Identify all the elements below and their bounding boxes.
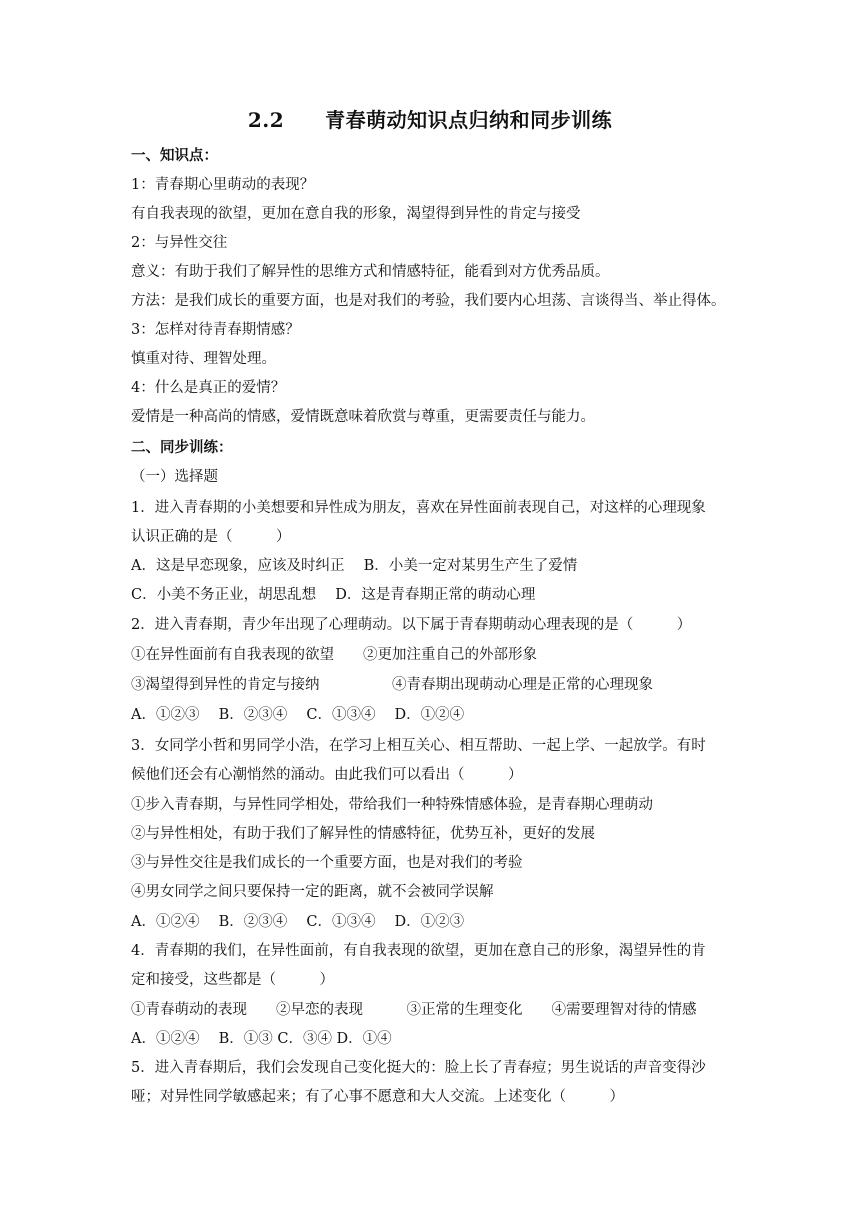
exercise-5-stem: 5．进入青春期后，我们会发现自己变化挺大的：脸上长了青春痘；男生说话的声音变得沙 (131, 1060, 706, 1076)
question-1: 1：青春期心里萌动的表现？ (131, 177, 315, 193)
exercise-4-stem: 4．青春期的我们，在异性面前，有自我表现的欲望，更加在意自己的形象，渴望异性的肯 (131, 943, 706, 959)
question-3: 3：怎样对待青春期情感？ (131, 322, 300, 338)
section-heading-knowledge: 一、知识点： (131, 147, 218, 164)
exercise-2-stem: 2．进入青春期，青少年出现了心理萌动。以下属于青春期萌动心理表现的是（ ） (131, 617, 692, 633)
answer-2-method: 方法：是我们成长的重要方面，也是对我们的考验，我们要内心坦荡、言谈得当、举止得体。 (131, 293, 726, 309)
exercise-5-stem-cont: 哑；对异性同学敏感起来；有了心事不愿意和大人交流。上述变化（ ） (131, 1089, 624, 1105)
exercise-3-statement-2: ②与异性相处，有助于我们了解异性的情感特征，优势互补，更好的发展 (131, 826, 595, 842)
exercise-1-options-ab: A．这是早恋现象，应该及时纠正 B．小美一定对某男生产生了爱情 (131, 558, 578, 574)
question-2: 2：与异性交往 (131, 235, 228, 251)
exercise-3-statement-1: ①步入青春期，与异性同学相处，带给我们一种特殊情感体验，是青春期心理萌动 (131, 797, 653, 813)
exercise-4-statements: ①青春萌动的表现 ②早恋的表现 ③正常的生理变化 ④需要理智对待的情感 (131, 1002, 697, 1018)
exercise-1-stem: 1．进入青春期的小美想要和异性成为朋友，喜欢在异性面前表现自己，对这样的心理现象 (131, 500, 706, 516)
exercise-3-statement-4: ④男女同学之间只要保持一定的距离，就不会被同学误解 (131, 884, 494, 900)
exercise-1-stem-cont: 认识正确的是（ ） (131, 529, 291, 545)
exercise-3-options: A．①②④ B．②③④ C．①③④ D．①②③ (131, 914, 465, 930)
answer-3: 慎重对待、理智处理。 (131, 351, 276, 367)
exercise-1-options-cd: C．小美不务正业，胡思乱想 D．这是青春期正常的萌动心理 (131, 587, 536, 603)
answer-1: 有自我表现的欲望，更加在意自我的形象，渴望得到异性的肯定与接受 (131, 206, 581, 222)
exercise-2-statements-34: ③渴望得到异性的肯定与接纳 ④青春期出现萌动心理是正常的心理现象 (131, 677, 653, 693)
subsection-choice: （一）选择题 (131, 469, 218, 485)
exercise-4-stem-cont: 定和接受，这些都是（ ） (131, 972, 334, 988)
exercise-3-stem-cont: 候他们还会有心潮悄然的涌动。由此我们可以看出（ ） (131, 767, 523, 783)
exercise-3-stem: 3．女同学小哲和男同学小浩，在学习上相互关心、相互帮助、一起上学、一起放学。有时 (131, 738, 706, 754)
exercise-2-statements-12: ①在异性面前有自我表现的欲望 ②更加注重自己的外部形象 (131, 647, 537, 663)
answer-4: 爱情是一种高尚的情感，爱情既意味着欣赏与尊重，更需要责任与能力。 (131, 409, 595, 425)
answer-2-meaning: 意义：有助于我们了解异性的思维方式和情感特征，能看到对方优秀品质。 (131, 264, 610, 280)
exercise-3-statement-3: ③与异性交往是我们成长的一个重要方面，也是对我们的考验 (131, 855, 523, 871)
exercise-4-options: A．①②④ B．①③ C．③④ D．①④ (131, 1031, 392, 1047)
section-heading-practice: 二、同步训练： (131, 439, 233, 456)
page-title: 2.2 青春萌动知识点归纳和同步训练 (247, 108, 613, 132)
question-4: 4：什么是真正的爱情？ (131, 380, 286, 396)
exercise-2-options: A．①②③ B．②③④ C．①③④ D．①②④ (131, 707, 465, 723)
